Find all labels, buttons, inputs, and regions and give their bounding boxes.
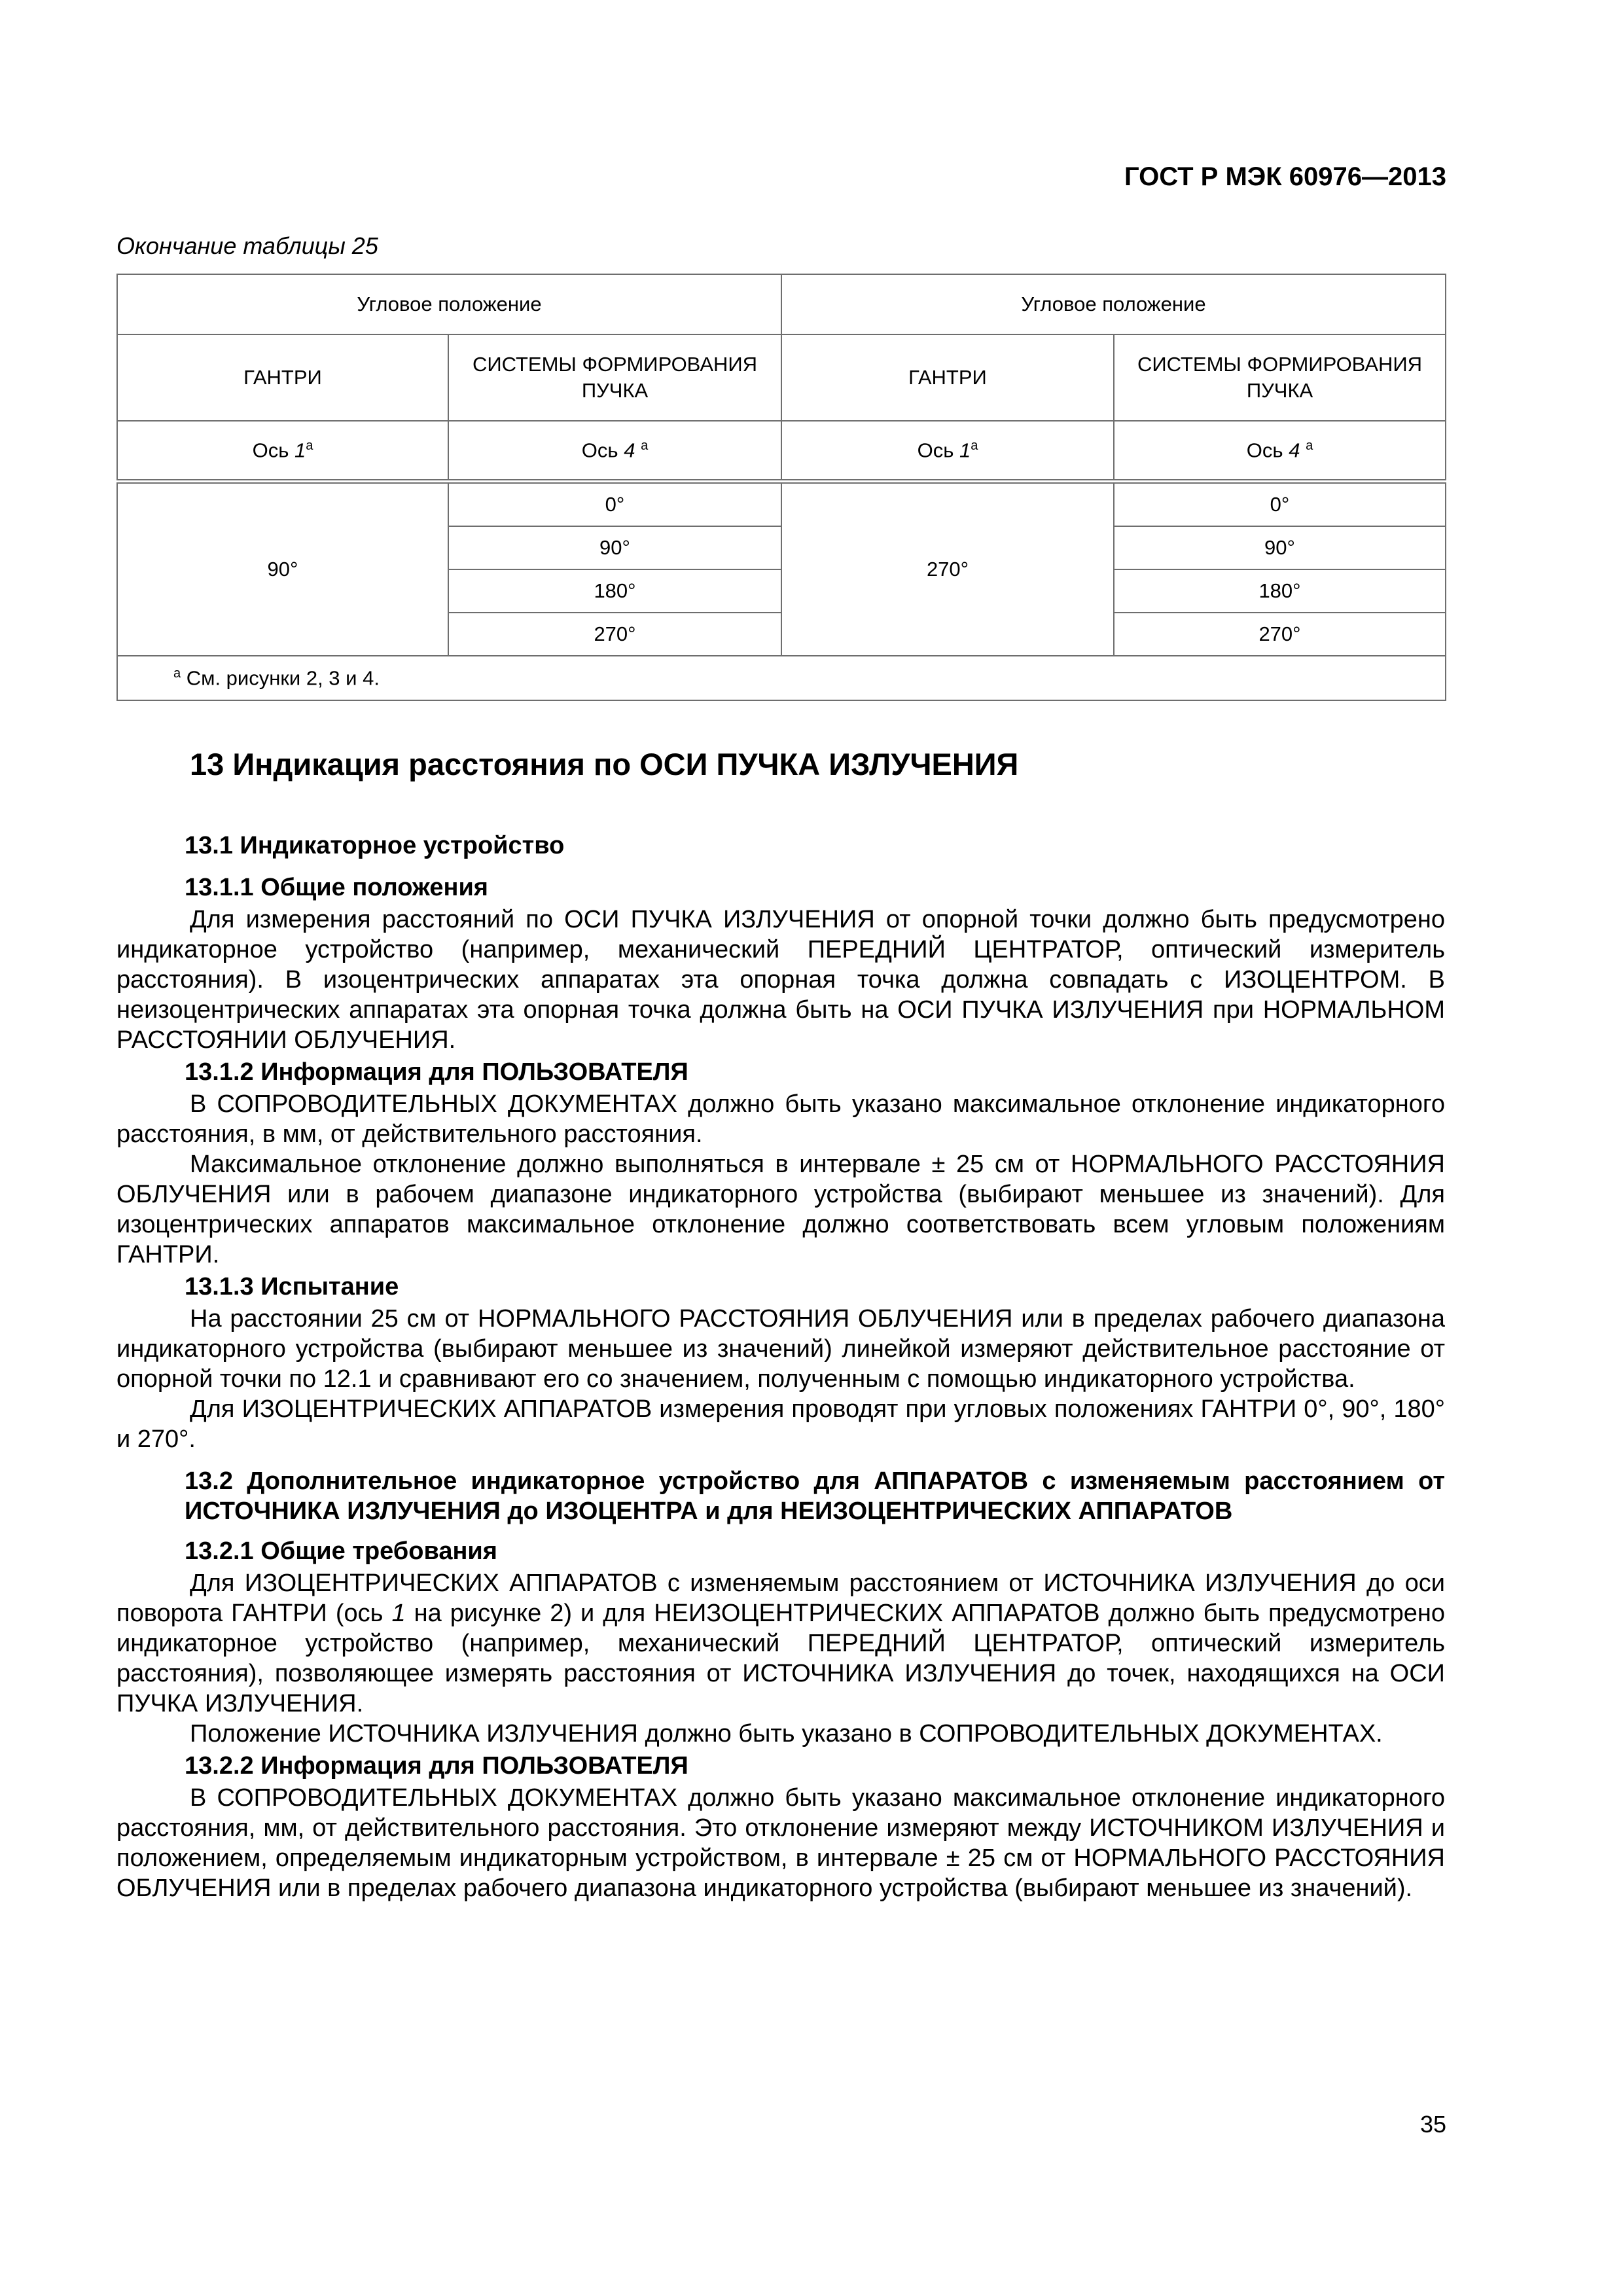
axis-number: 1 — [391, 1600, 406, 1627]
axis-number: 1 — [959, 439, 971, 462]
table-row — [117, 482, 1446, 527]
gantry-value-cell: 90° — [117, 482, 448, 656]
subsection-heading: 13.1.1 Общие положения — [185, 874, 488, 901]
table-25 — [116, 274, 1446, 701]
beam-value-cell: 90° — [448, 526, 781, 569]
paragraph: В СОПРОВОДИТЕЛЬНЫХ ДОКУМЕНТАХ должно быть указано максимальное отклонение индикаторного расстояния, в мм, от действительного расстояния. — [116, 1090, 1445, 1148]
beam-value-cell: 180° — [448, 569, 781, 613]
header-axis-1 — [781, 421, 1114, 482]
footnote-mark: а — [641, 438, 649, 453]
header-beam-system: СИСТЕМЫ ФОРМИРОВАНИЯ ПУЧКА — [1114, 334, 1446, 421]
paragraph: Положение ИСТОЧНИКА ИЗЛУЧЕНИЯ должно быть указано в СОПРОВОДИТЕЛЬНЫХ ДОКУМЕНТАХ. — [190, 1720, 1383, 1748]
footnote-mark: а — [1306, 438, 1313, 453]
footnote-mark: а — [306, 438, 313, 453]
beam-value-cell: 90° — [1114, 526, 1446, 569]
table-header-row — [117, 334, 1446, 421]
group-header-right: Угловое положение — [781, 274, 1446, 334]
subsection-heading: 13.2.1 Общие требования — [185, 1537, 497, 1565]
footnote-text: См. рисунки 2, 3 и 4. — [186, 666, 380, 690]
axis-label: Ось — [581, 439, 618, 462]
group-header-left: Угловое положение — [117, 274, 781, 334]
paragraph: Максимальное отклонение должно выполняться в интервале ± 25 см от НОРМАЛЬНОГО РАССТОЯНИЯ ОБЛУЧЕНИЯ или в рабочем диапазоне индикаторного устройства (выбирают меньшее из значений). Для изоцентрических аппаратов максимальное отклонение должно соответствовать всем угловым положениям ГАНТРИ. — [116, 1151, 1445, 1268]
beam-value-cell: 270° — [448, 613, 781, 656]
section-13 — [116, 746, 1445, 1903]
section-title: 13 Индикация расстояния по ОСИ ПУЧКА ИЗЛУЧЕНИЯ — [190, 747, 1019, 781]
page-number: 35 — [1419, 2111, 1446, 2138]
paragraph — [116, 1568, 1445, 1719]
footnote-mark: а — [971, 438, 978, 453]
beam-value-cell: 270° — [1114, 613, 1446, 656]
gantry-value-cell: 270° — [781, 482, 1114, 656]
text-run: на рисунке 2) и для НЕИЗОЦЕНТРИЧЕСКИХ АППАРАТОВ должно быть предусмотрено индикаторное устройство (например, механический ПЕРЕДНИЙ ЦЕНТРАТОР, оптический измеритель расстояния), позволяющее измерять расстояния от ИСТОЧНИКА ИЗЛУЧЕНИЯ до точек, находящихся на ОСИ ПУЧКА ИЗЛУЧЕНИЯ. — [116, 1600, 1446, 1717]
beam-value-cell: 0° — [448, 482, 781, 527]
table-header-row — [117, 421, 1446, 482]
header-gantry: ГАНТРИ — [781, 334, 1114, 421]
paragraph: В СОПРОВОДИТЕЛЬНЫХ ДОКУМЕНТАХ должно быть указано максимальное отклонение индикаторного расстояния, мм, от действительного расстояния. Это отклонение измеряют между ИСТОЧНИКОМ ИЗЛУЧЕНИЯ и положением, определяемым индикаторным устройством, в интервале ± 25 см от НОРМАЛЬНОГО РАССТОЯНИЯ ОБЛУЧЕНИЯ или в пределах рабочего диапазона индикаторного устройства (выбирают меньшее из значений). — [116, 1784, 1445, 1902]
paragraph: На расстоянии 25 см от НОРМАЛЬНОГО РАССТОЯНИЯ ОБЛУЧЕНИЯ или в пределах рабочего диапазона индикаторного устройства (выбирают меньшее из значений) линейкой измеряют действительное расстояние от опорной точки по 12.1 и сравнивают его со значением, полученным с помощью индикаторного устройства. — [116, 1305, 1445, 1393]
header-axis-4 — [1114, 421, 1446, 482]
standard-header: ГОСТ Р МЭК 60976—2013 — [1124, 162, 1446, 191]
header-beam-system: СИСТЕМЫ ФОРМИРОВАНИЯ ПУЧКА — [448, 334, 781, 421]
header-axis-4 — [448, 421, 781, 482]
axis-label: Ось — [917, 439, 954, 462]
table-header-row — [117, 274, 1446, 334]
axis-number: 4 — [1289, 439, 1300, 462]
subsection-heading: 13.1.3 Испытание — [185, 1273, 399, 1300]
text-run: Для ИЗОЦЕНТРИЧЕСКИХ АППАРАТОВ с изменяемым расстоянием от ИСТОЧНИКА ИЗЛУЧЕНИЯ до оси поворота ГАНТРИ (ось — [116, 1570, 1445, 1627]
table-footnote — [117, 656, 1446, 700]
subsection-heading: 13.2 Дополнительное индикаторное устройство для АППАРАТОВ с изменяемым расстоянием от ИСТОЧНИКА ИЗЛУЧЕНИЯ до ИЗОЦЕНТРА и для НЕИЗОЦЕНТРИЧЕСКИХ АППАРАТОВ — [185, 1467, 1445, 1525]
header-gantry: ГАНТРИ — [117, 334, 448, 421]
header-axis-1 — [117, 421, 448, 482]
axis-number: 1 — [294, 439, 306, 462]
footnote-mark: а — [173, 666, 181, 681]
paragraph: Для ИЗОЦЕНТРИЧЕСКИХ АППАРАТОВ измерения проводят при угловых положениях ГАНТРИ 0°, 90°, 180° и 270°. — [116, 1395, 1445, 1453]
axis-label: Ось — [1246, 439, 1283, 462]
subsection-heading: 13.1 Индикаторное устройство — [185, 832, 565, 859]
beam-value-cell: 0° — [1114, 482, 1446, 527]
axis-label: Ось — [252, 439, 289, 462]
beam-value-cell: 180° — [1114, 569, 1446, 613]
subsection-heading: 13.1.2 Информация для ПОЛЬЗОВАТЕЛЯ — [185, 1058, 688, 1086]
table-footnote-row — [117, 656, 1446, 700]
table-caption: Окончание таблицы 25 — [116, 232, 378, 259]
paragraph: Для измерения расстояний по ОСИ ПУЧКА ИЗЛУЧЕНИЯ от опорной точки должно быть предусмотрено индикаторное устройство (например, механический ПЕРЕДНИЙ ЦЕНТРАТОР, оптический измеритель расстояния). В изоцентрических аппаратах эта опорная точка должна совпадать с ИЗОЦЕНТРОМ. В неизоцентрических аппаратах эта опорная точка должна быть на ОСИ ПУЧКА ИЗЛУЧЕНИЯ при НОРМАЛЬНОМ РАССТОЯНИИ ОБЛУЧЕНИЯ. — [116, 906, 1445, 1054]
subsection-heading: 13.2.2 Информация для ПОЛЬЗОВАТЕЛЯ — [185, 1752, 688, 1780]
axis-number: 4 — [624, 439, 635, 462]
